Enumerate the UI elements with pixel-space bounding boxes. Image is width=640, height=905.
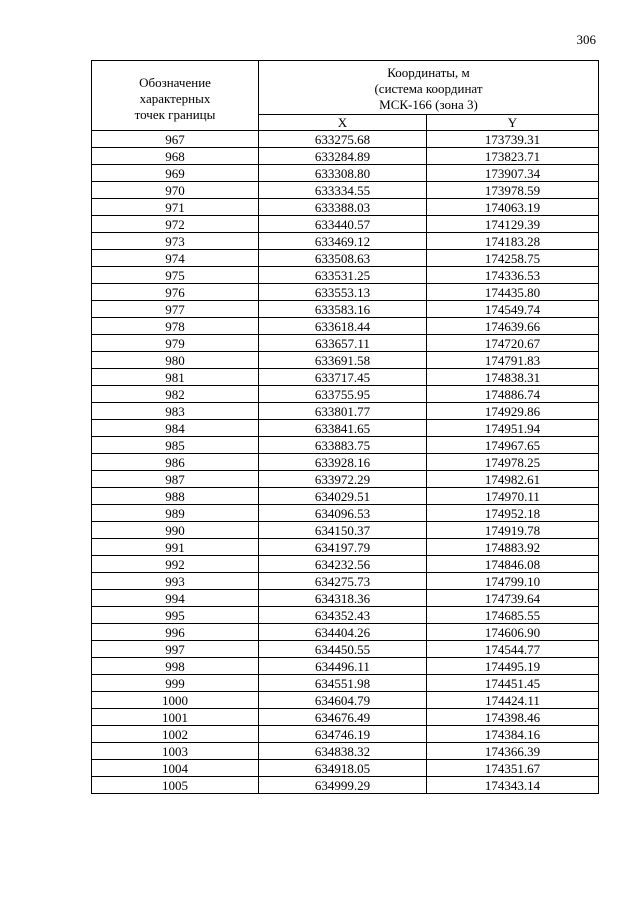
y-coordinate-cell: 174967.65 [427, 437, 599, 454]
y-coordinate-cell: 174639.66 [427, 318, 599, 335]
x-coordinate-cell: 633469.12 [259, 233, 427, 250]
table-row [92, 726, 599, 743]
point-id-cell: 980 [92, 352, 259, 369]
y-coordinate-cell: 174435.80 [427, 284, 599, 301]
table-row [92, 403, 599, 420]
y-coordinate-cell: 174366.39 [427, 743, 599, 760]
y-coordinate-cell: 174739.64 [427, 590, 599, 607]
point-id-cell: 991 [92, 539, 259, 556]
table-row [92, 488, 599, 505]
table-row [92, 148, 599, 165]
point-id-cell: 987 [92, 471, 259, 488]
point-id-cell: 1004 [92, 760, 259, 777]
y-coordinate-cell: 173823.71 [427, 148, 599, 165]
y-coordinate-cell: 174495.19 [427, 658, 599, 675]
table-row [92, 573, 599, 590]
y-coordinate-cell: 174063.19 [427, 199, 599, 216]
x-coordinate-cell: 633972.29 [259, 471, 427, 488]
y-coordinate-cell: 174951.94 [427, 420, 599, 437]
x-coordinate-cell: 634999.29 [259, 777, 427, 794]
table-row [92, 216, 599, 233]
y-coordinate-cell: 174544.77 [427, 641, 599, 658]
table-row [92, 454, 599, 471]
x-coordinate-cell: 633883.75 [259, 437, 427, 454]
x-coordinate-cell: 633717.45 [259, 369, 427, 386]
y-coordinate-cell: 174183.28 [427, 233, 599, 250]
table-row [92, 658, 599, 675]
point-id-cell: 969 [92, 165, 259, 182]
point-id-cell: 976 [92, 284, 259, 301]
x-coordinate-cell: 634318.36 [259, 590, 427, 607]
x-coordinate-cell: 634404.26 [259, 624, 427, 641]
y-coordinate-cell: 174398.46 [427, 709, 599, 726]
page-number: 306 [576, 32, 596, 47]
x-coordinate-cell: 634746.19 [259, 726, 427, 743]
point-id-cell: 981 [92, 369, 259, 386]
table-row [92, 318, 599, 335]
y-coordinate-cell: 174982.61 [427, 471, 599, 488]
table-row [92, 641, 599, 658]
y-coordinate-cell: 174883.92 [427, 539, 599, 556]
x-coordinate-cell: 634275.73 [259, 573, 427, 590]
y-coordinate-cell: 174606.90 [427, 624, 599, 641]
boundary-points-table [91, 60, 599, 794]
table-row [92, 250, 599, 267]
table-row [92, 471, 599, 488]
x-coordinate-cell: 633508.63 [259, 250, 427, 267]
x-coordinate-cell: 634197.79 [259, 539, 427, 556]
table-row [92, 522, 599, 539]
point-id-cell: 982 [92, 386, 259, 403]
point-id-cell: 990 [92, 522, 259, 539]
table-row [92, 284, 599, 301]
point-id-cell: 972 [92, 216, 259, 233]
x-coordinate-cell: 633755.95 [259, 386, 427, 403]
table-row [92, 624, 599, 641]
point-name-header-line-2: характерных [139, 90, 211, 106]
y-coordinate-cell: 173978.59 [427, 182, 599, 199]
x-coordinate-cell: 634029.51 [259, 488, 427, 505]
coordinates-header-line-2: (система координат [374, 81, 483, 96]
y-coordinate-cell: 174384.16 [427, 726, 599, 743]
y-coordinate-cell: 173739.31 [427, 131, 599, 148]
point-id-cell: 1003 [92, 743, 259, 760]
point-id-cell: 970 [92, 182, 259, 199]
point-id-cell: 989 [92, 505, 259, 522]
point-id-cell: 1005 [92, 777, 259, 794]
x-column-header: X [259, 115, 427, 131]
point-id-cell: 996 [92, 624, 259, 641]
x-coordinate-cell: 634918.05 [259, 760, 427, 777]
table-row [92, 556, 599, 573]
x-coordinate-cell: 634496.11 [259, 658, 427, 675]
point-id-cell: 967 [92, 131, 259, 148]
point-id-cell: 977 [92, 301, 259, 318]
table-row [92, 590, 599, 607]
point-id-cell: 1000 [92, 692, 259, 709]
table-row [92, 199, 599, 216]
x-coordinate-cell: 633801.77 [259, 403, 427, 420]
y-coordinate-cell: 174720.67 [427, 335, 599, 352]
point-name-header-line-1: Обозначение [139, 74, 211, 90]
x-coordinate-cell: 633583.16 [259, 301, 427, 318]
table-row [92, 301, 599, 318]
y-coordinate-cell: 174791.83 [427, 352, 599, 369]
table-row [92, 437, 599, 454]
x-coordinate-cell: 634096.53 [259, 505, 427, 522]
table-row [92, 760, 599, 777]
table-row [92, 131, 599, 148]
table-row [92, 369, 599, 386]
table-body [92, 131, 599, 794]
coordinates-header-line-1: Координаты, м [387, 65, 470, 80]
x-coordinate-cell: 633553.13 [259, 284, 427, 301]
table-row [92, 709, 599, 726]
point-id-cell: 988 [92, 488, 259, 505]
x-coordinate-cell: 634838.32 [259, 743, 427, 760]
x-coordinate-cell: 633334.55 [259, 182, 427, 199]
point-name-header-line-3: точек границы [134, 106, 216, 122]
point-id-cell: 975 [92, 267, 259, 284]
x-coordinate-cell: 634551.98 [259, 675, 427, 692]
x-coordinate-cell: 633618.44 [259, 318, 427, 335]
table-row [92, 267, 599, 284]
point-id-cell: 994 [92, 590, 259, 607]
point-id-cell: 999 [92, 675, 259, 692]
point-name-header [92, 61, 259, 131]
x-coordinate-cell: 634150.37 [259, 522, 427, 539]
y-coordinate-cell: 174424.11 [427, 692, 599, 709]
y-coordinate-cell: 174343.14 [427, 777, 599, 794]
y-coordinate-cell: 174978.25 [427, 454, 599, 471]
x-coordinate-cell: 633308.80 [259, 165, 427, 182]
y-coordinate-cell: 174549.74 [427, 301, 599, 318]
point-id-cell: 983 [92, 403, 259, 420]
x-coordinate-cell: 634352.43 [259, 607, 427, 624]
x-coordinate-cell: 634676.49 [259, 709, 427, 726]
y-coordinate-cell: 174929.86 [427, 403, 599, 420]
y-coordinate-cell: 174129.39 [427, 216, 599, 233]
table-row [92, 692, 599, 709]
table-row [92, 539, 599, 556]
table-row [92, 233, 599, 250]
coordinates-header-line-3: МСК-166 (зона 3) [379, 97, 478, 112]
y-coordinate-cell: 174799.10 [427, 573, 599, 590]
x-coordinate-cell: 634232.56 [259, 556, 427, 573]
x-coordinate-cell: 633691.58 [259, 352, 427, 369]
point-id-cell: 984 [92, 420, 259, 437]
point-id-cell: 995 [92, 607, 259, 624]
y-coordinate-cell: 174451.45 [427, 675, 599, 692]
x-coordinate-cell: 633284.89 [259, 148, 427, 165]
y-coordinate-cell: 173907.34 [427, 165, 599, 182]
coordinates-header [259, 61, 599, 115]
x-coordinate-cell: 633531.25 [259, 267, 427, 284]
point-id-cell: 974 [92, 250, 259, 267]
table-row [92, 335, 599, 352]
point-id-cell: 997 [92, 641, 259, 658]
y-coordinate-cell: 174685.55 [427, 607, 599, 624]
x-coordinate-cell: 633841.65 [259, 420, 427, 437]
table-row [92, 607, 599, 624]
point-id-cell: 985 [92, 437, 259, 454]
y-coordinate-cell: 174846.08 [427, 556, 599, 573]
table-row [92, 386, 599, 403]
point-id-cell: 978 [92, 318, 259, 335]
point-id-cell: 968 [92, 148, 259, 165]
y-column-header: Y [427, 115, 599, 131]
x-coordinate-cell: 633657.11 [259, 335, 427, 352]
table-row [92, 777, 599, 794]
table-row [92, 675, 599, 692]
point-id-cell: 971 [92, 199, 259, 216]
y-coordinate-cell: 174838.31 [427, 369, 599, 386]
point-id-cell: 998 [92, 658, 259, 675]
y-coordinate-cell: 174970.11 [427, 488, 599, 505]
y-coordinate-cell: 174919.78 [427, 522, 599, 539]
y-coordinate-cell: 174336.53 [427, 267, 599, 284]
table-row [92, 420, 599, 437]
x-coordinate-cell: 634450.55 [259, 641, 427, 658]
table-row [92, 743, 599, 760]
point-id-cell: 979 [92, 335, 259, 352]
x-coordinate-cell: 633928.16 [259, 454, 427, 471]
table-row [92, 352, 599, 369]
point-id-cell: 1002 [92, 726, 259, 743]
y-coordinate-cell: 174886.74 [427, 386, 599, 403]
y-coordinate-cell: 174258.75 [427, 250, 599, 267]
x-coordinate-cell: 633275.68 [259, 131, 427, 148]
point-id-cell: 973 [92, 233, 259, 250]
table-row [92, 505, 599, 522]
point-id-cell: 986 [92, 454, 259, 471]
point-id-cell: 993 [92, 573, 259, 590]
table-row [92, 165, 599, 182]
point-id-cell: 992 [92, 556, 259, 573]
table-header [92, 61, 599, 131]
y-coordinate-cell: 174351.67 [427, 760, 599, 777]
y-coordinate-cell: 174952.18 [427, 505, 599, 522]
table-row [92, 182, 599, 199]
point-id-cell: 1001 [92, 709, 259, 726]
x-coordinate-cell: 633388.03 [259, 199, 427, 216]
x-coordinate-cell: 634604.79 [259, 692, 427, 709]
x-coordinate-cell: 633440.57 [259, 216, 427, 233]
